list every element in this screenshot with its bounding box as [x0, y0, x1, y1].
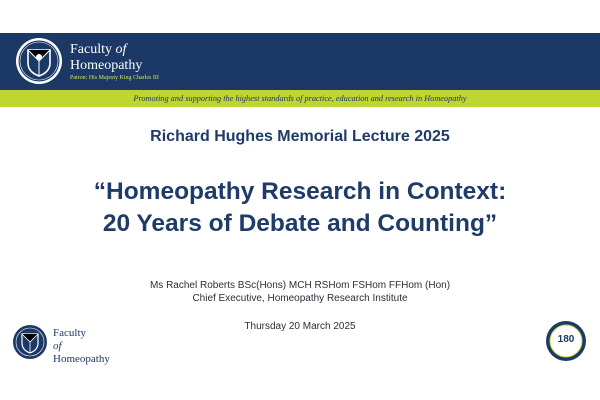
tagline-text: Promoting and supporting the highest standards of practice, education and research in Homeopathy	[133, 94, 467, 103]
footer-faculty-word: Faculty	[53, 327, 86, 339]
faculty-of-word: of	[115, 42, 127, 57]
title-line-1: “Homeopathy Research in Context:	[93, 178, 507, 205]
lecture-heading: Richard Hughes Memorial Lecture 2025	[150, 128, 450, 145]
speaker-name: Ms Rachel Roberts BSc(Hons) MCH RSHom FSHom FFHom (Hon)	[149, 280, 451, 291]
faculty-crest-icon	[14, 36, 64, 86]
lecture-date: Thursday 20 March 2025	[244, 321, 356, 332]
footer-wordmark	[53, 327, 110, 366]
lecture-title	[0, 176, 600, 240]
speaker-role: Chief Executive, Homeopathy Research Institute	[192, 293, 408, 304]
footer-crest-icon	[12, 324, 48, 360]
speaker-info	[0, 279, 600, 305]
footer-of-word: of	[53, 340, 62, 352]
footer-homeopathy-word: Homeopathy	[53, 353, 110, 365]
anniversary-number: 180	[557, 334, 575, 345]
patron-text: Patron: His Majesty King Charles III	[70, 75, 159, 81]
faculty-word: Faculty	[70, 42, 112, 57]
homeopathy-word: Homeopathy	[70, 58, 143, 73]
faculty-wordmark	[70, 42, 142, 74]
title-line-2: 20 Years of Debate and Counting”	[102, 210, 498, 237]
